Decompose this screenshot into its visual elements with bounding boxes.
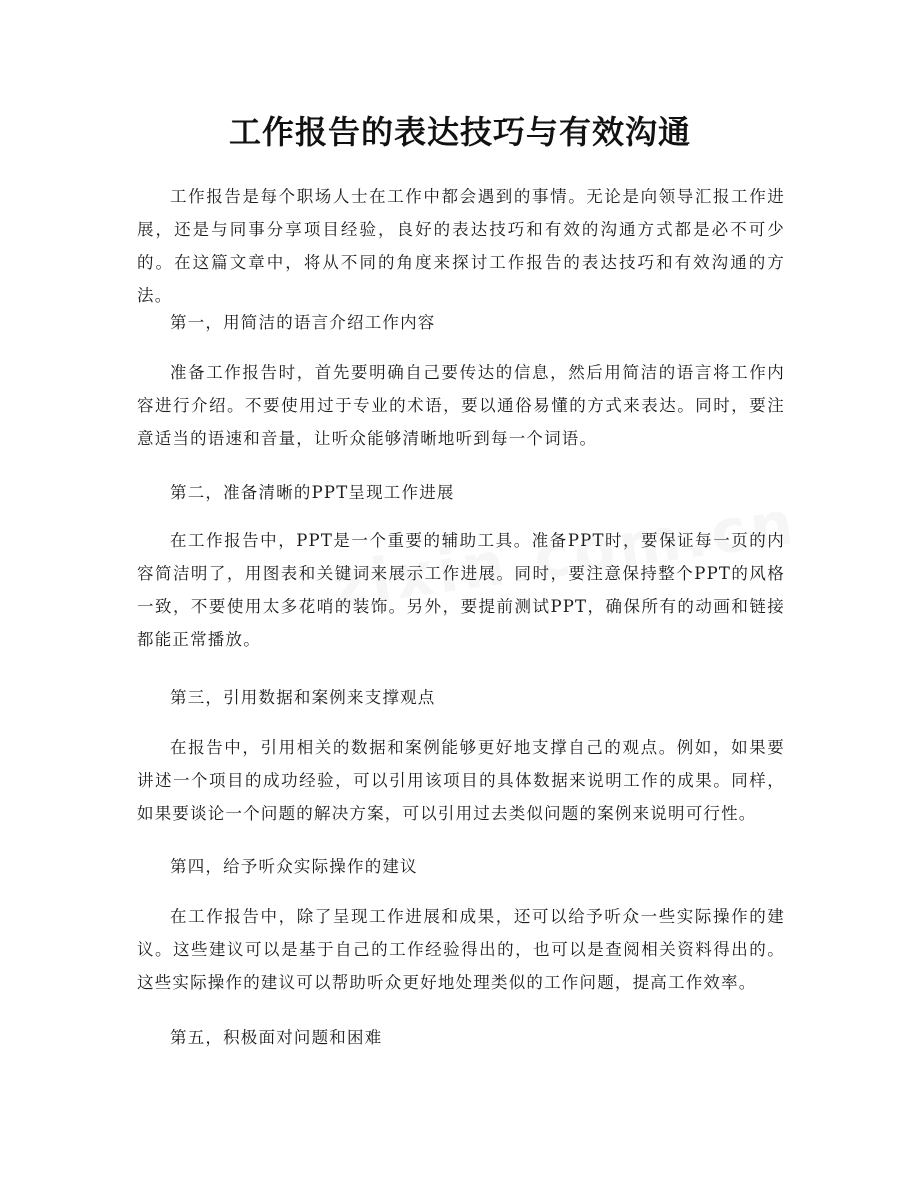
section-3-body: 在报告中，引用相关的数据和案例能够更好地支撑自己的观点。例如，如果要讲述一个项目的成功经验，可以引用该项目的具体数据来说明工作的成果。同样，如果要谈论一个问题的解决方案，可以引用过去类似问题的案例来说明可行性。: [137, 738, 785, 823]
section-4-body: 在工作报告中，除了呈现工作进展和成果，还可以给予听众一些实际操作的建议。这些建议可以是基于自己的工作经验得出的，也可以是查阅相关资料得出的。这些实际操作的建议可以帮助听众更好地处理类似的工作问题，提高工作效率。: [137, 907, 785, 992]
section-5-heading: 第五，积极面对问题和困难: [170, 1028, 383, 1047]
page-title: 工作报告的表达技巧与有效沟通: [228, 113, 691, 151]
section-1-heading: 第一，用简洁的语言介绍工作内容: [170, 313, 436, 332]
section-4-heading: 第四，给予听众实际操作的建议: [170, 857, 418, 876]
section-2-body: 在工作报告中，PPT是一个重要的辅助工具。准备PPT时，要保证每一页的内容简洁明了，用图表和关键词来展示工作进展。同时，要注意保持整个PPT的风格一致，不要使用太多花哨的装饰。另外，要提前测试PPT，确保所有的动画和链接都能正常播放。: [137, 531, 785, 649]
intro-paragraph: 工作报告是每个职场人士在工作中都会遇到的事情。无论是向领导汇报工作进展，还是与同事分享项目经验，良好的表达技巧和有效的沟通方式都是必不可少的。在这篇文章中，将从不同的角度来探讨工作报告的表达技巧和有效沟通的方法。: [137, 187, 785, 305]
section-1-body: 准备工作报告时，首先要明确自己要传达的信息，然后用简洁的语言将工作内容进行介绍。不要使用过于专业的术语，要以通俗易懂的方式来表达。同时，要注意适当的语速和音量，让听众能够清晰地听到每一个词语。: [137, 363, 785, 448]
section-3-heading: 第三，引用数据和案例来支撑观点: [170, 688, 436, 707]
section-2-heading: 第二，准备清晰的PPT呈现工作进展: [170, 483, 455, 502]
